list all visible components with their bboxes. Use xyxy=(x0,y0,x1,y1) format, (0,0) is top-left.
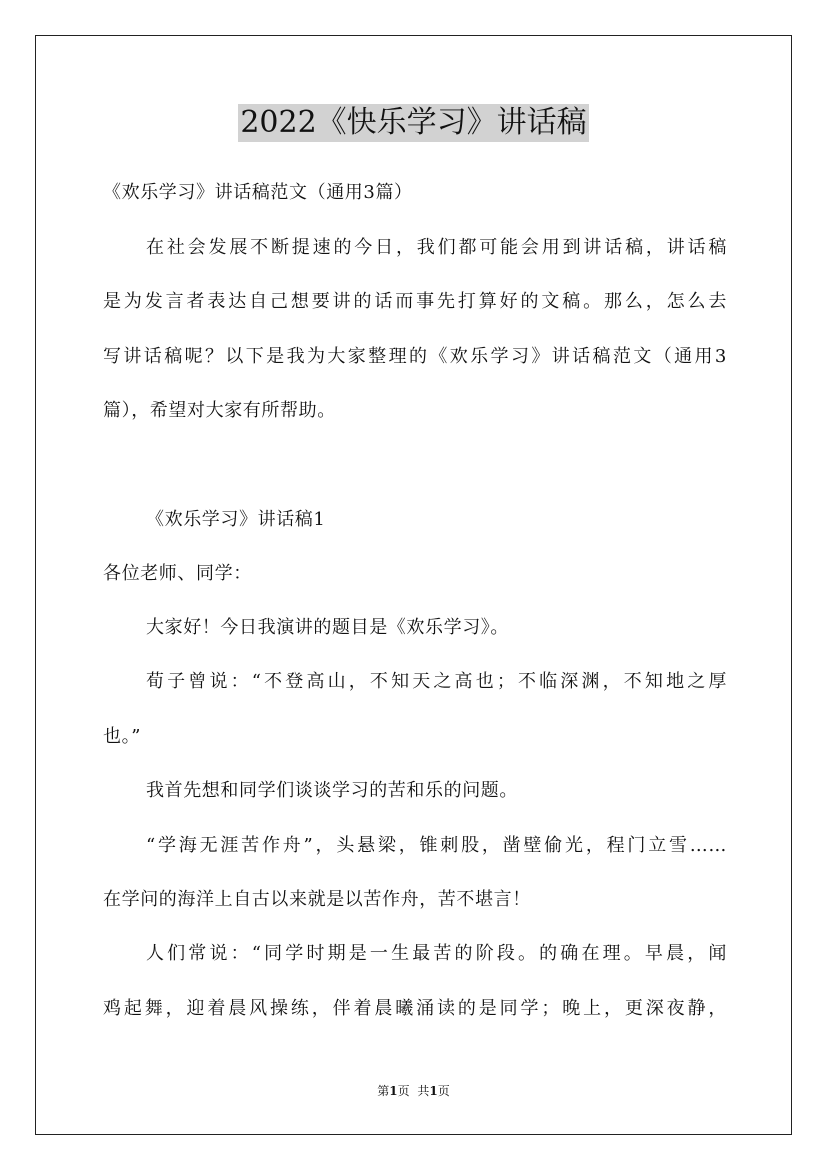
intro-line: 篇），希望对大家有所帮助。 xyxy=(103,400,336,421)
salutation: 各位老师、同学： xyxy=(103,563,252,584)
body-line: 荀子曾说：“不登高山，不知天之高也；不临深渊，不知地之厚 xyxy=(146,671,727,692)
document-title: 2022《快乐学习》讲话稿 xyxy=(240,105,587,140)
footer-total-label: 共 xyxy=(417,1084,430,1098)
footer-page-unit: 页 xyxy=(397,1084,410,1098)
body-line: 大家好！今日我演讲的题目是《欢乐学习》。 xyxy=(146,617,509,638)
body-line: 鸡起舞，迎着晨风操练，伴着晨曦涌读的是同学；晚上，更深夜静， xyxy=(103,998,727,1019)
page-footer xyxy=(0,1083,827,1099)
body-line: 在学问的海洋上自古以来就是以苦作舟，苦不堪言！ xyxy=(103,889,531,910)
intro-line: 在社会发展不断提速的今日，我们都可能会用到讲话稿，讲话稿 xyxy=(146,237,727,258)
section-title: 《欢乐学习》讲话稿1 xyxy=(146,509,326,530)
body-line: “学海无涯苦作舟”，头悬梁，锥刺股，凿壁偷光，程门立雪…… xyxy=(146,835,727,856)
intro-line: 写讲话稿呢？以下是我为大家整理的《欢乐学习》讲话稿范文（通用3 xyxy=(103,346,727,367)
body-line: 我首先想和同学们谈谈学习的苦和乐的问题。 xyxy=(146,780,518,801)
footer-page-label: 第 xyxy=(377,1084,390,1098)
footer-total-unit: 页 xyxy=(437,1084,450,1098)
subtitle: 《欢乐学习》讲话稿范文（通用3篇） xyxy=(103,182,413,203)
footer-page-number: 1 xyxy=(389,1084,398,1098)
footer-total-number: 1 xyxy=(429,1084,438,1098)
body-line: 人们常说：“同学时期是一生最苦的阶段。的确在理。早晨，闻 xyxy=(146,943,727,964)
intro-line: 是为发言者表达自己想要讲的话而事先打算好的文稿。那么，怎么去 xyxy=(103,291,727,312)
title-container xyxy=(0,104,827,142)
body-line: 也。” xyxy=(103,726,142,747)
